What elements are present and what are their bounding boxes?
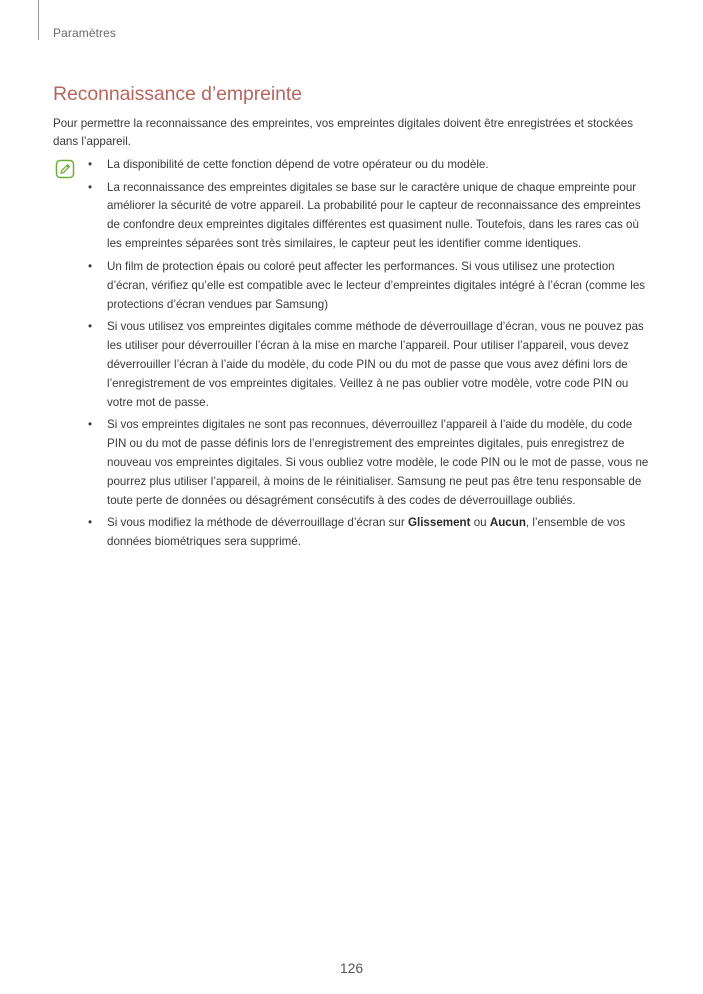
bullet: •: [88, 418, 93, 432]
list-item: [88, 258, 654, 315]
list-item-text-part: , l’ensemble de vos données biométriques sera supprimé.: [107, 516, 626, 549]
list-item: [88, 514, 654, 552]
list-item: [88, 416, 654, 511]
list-item: [88, 318, 654, 413]
list-item-text-part: Si vous modifiez la méthode de déverrouillage d’écran sur: [107, 516, 408, 530]
list-item-text: Si vos empreintes digitales ne sont pas reconnues, déverrouillez l’appareil à l’aide du modèle, du code PIN ou du mot de passe définis lors de l’enregistrement des empreintes digitales, puis enregistrez de nouveau vos empreintes digitales. Si vous oubliez votre modèle, le code PIN ou le mot de passe, vous ne pourrez plus utiliser l’appareil, à moins de le réinitialiser. Samsung ne peut pas être tenu responsable de toute perte de données ou désagrément consécutifs à des codes de déverrouillage oubliés.: [107, 418, 649, 507]
list-item-text: La reconnaissance des empreintes digitales se base sur le caractère unique de chaque empreinte pour améliorer la sécurité de votre appareil. La probabilité pour le capteur de reconnaissance des empreintes de confondre deux empreintes digitales différentes est quasiment nulle. Toutefois, dans les rares cas où les empreintes séparées sont très similaires, le capteur peut les identifier comme identiques.: [107, 180, 641, 251]
page-number: 126: [339, 960, 364, 976]
bullet: •: [88, 259, 93, 273]
option-aucun: Aucun: [489, 516, 526, 530]
bullet: •: [88, 516, 93, 530]
option-glissement: Glissement: [407, 516, 471, 530]
bullet: •: [88, 320, 93, 334]
note-pencil-icon: [55, 159, 75, 179]
list-item-text: Un film de protection épais ou coloré peut affecter les performances. Si vous utilisez une protection d’écran, vérifiez qu’elle est compatible avec le lecteur d’empreintes digitales intégré à l’écran (comme les protections d’écran vendues par Samsung): [107, 259, 646, 311]
list-item-text: Si vous utilisez vos empreintes digitales comme méthode de déverrouillage d’écran, vous ne pouvez pas les utiliser pour déverrouiller l’écran à la mise en marche l’appareil. Pour utiliser l’appareil, vous devez déverrouiller l’écran à l’aide du modèle, du code PIN ou du mot de passe que vous avez défini lors de l’enregistrement de vos empreintes digitales. Veillez à ne pas oublier votre modèle, votre code PIN ou votre mot de passe.: [107, 320, 644, 409]
list-item-text: [107, 516, 625, 548]
page-title: Reconnaissance d’empreinte: [53, 83, 302, 105]
section-label: Paramètres: [53, 26, 117, 40]
list-item-text-part: ou: [470, 516, 490, 530]
list-item-text: La disponibilité de cette fonction dépend de votre opérateur ou du modèle.: [107, 158, 489, 171]
intro-paragraph: Pour permettre la reconnaissance des empreintes, vos empreintes digitales doivent être enregistrées et stockées dans l’appareil.: [53, 117, 633, 149]
bullet: •: [88, 180, 93, 194]
note-list: [88, 156, 654, 556]
list-item: [88, 156, 654, 175]
header-divider: [38, 0, 39, 40]
bullet: •: [88, 158, 93, 171]
list-item: [88, 179, 654, 255]
